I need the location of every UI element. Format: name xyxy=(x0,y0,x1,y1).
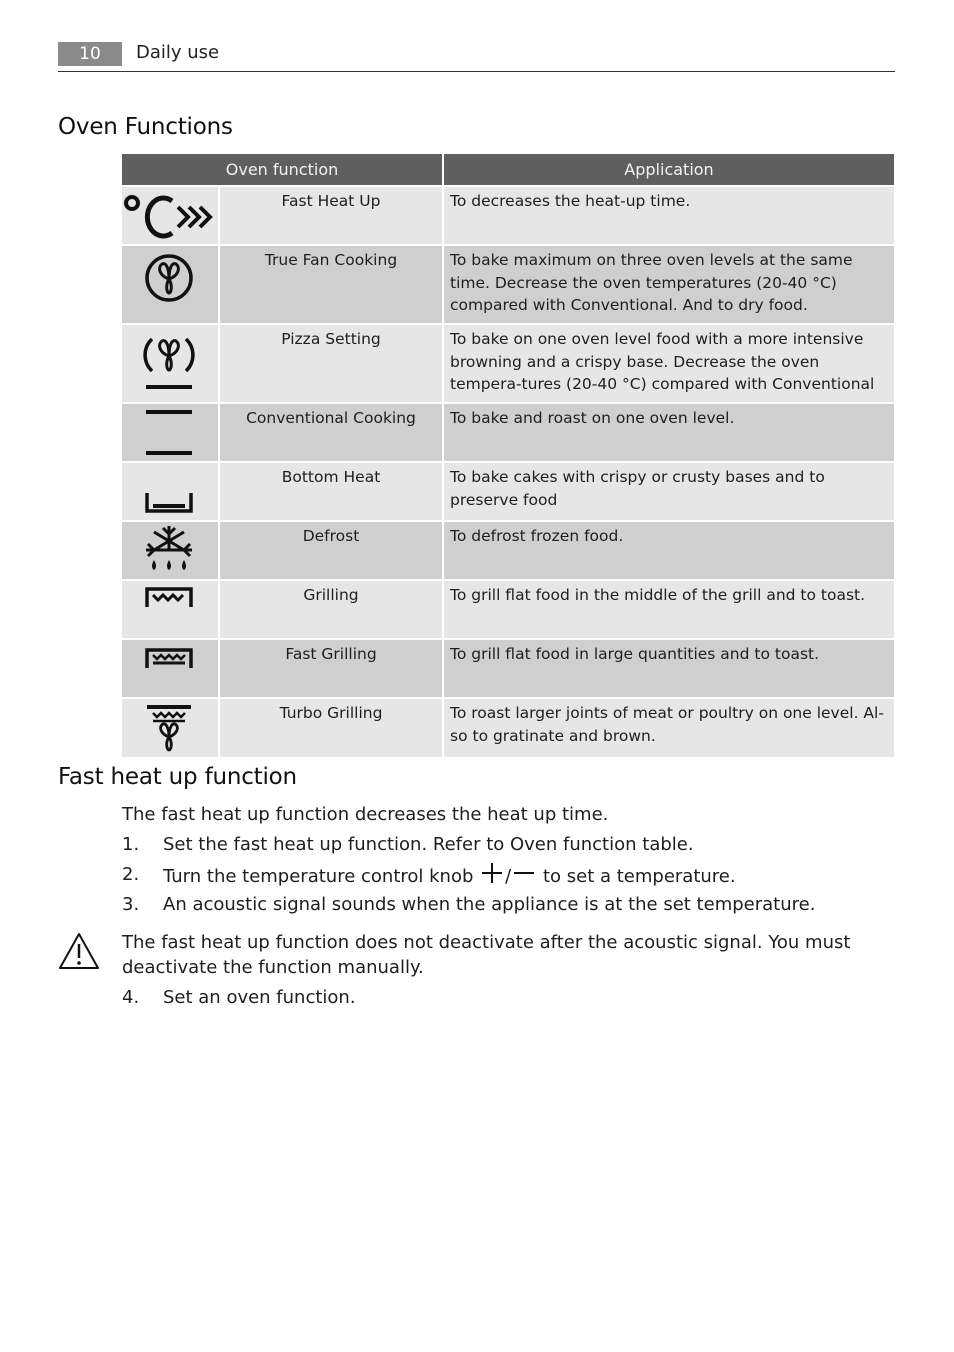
column-header-oven-function: Oven function xyxy=(122,154,444,185)
column-header-application: Application xyxy=(444,154,894,185)
step-text: An acoustic signal sounds when the appliance is at the set temperature. xyxy=(163,894,816,915)
step-number: 4. xyxy=(122,987,140,1008)
bottom-heat-icon xyxy=(122,461,220,520)
intro-text: The fast heat up function decreases the heat up time. xyxy=(122,804,609,825)
function-name: Pizza Setting xyxy=(220,323,444,402)
function-name: Turbo Grilling xyxy=(220,697,444,757)
turbo-grilling-icon xyxy=(122,697,220,757)
fast-grilling-icon xyxy=(122,638,220,697)
grilling-icon xyxy=(122,579,220,638)
table-row xyxy=(122,579,894,638)
warning-text: The fast heat up function does not deactivate after the acoustic signal. You must deactivate the function manually. xyxy=(122,932,851,978)
minus-icon xyxy=(513,862,535,892)
table-row xyxy=(122,402,894,461)
step-text: Set the fast heat up function. Refer to Oven function table. xyxy=(163,834,694,855)
step-separator: / xyxy=(505,866,512,887)
page-number: 10 xyxy=(58,42,122,66)
fast-heat-up-icon xyxy=(122,185,220,244)
function-name: True Fan Cooking xyxy=(220,244,444,323)
true-fan-cooking-icon xyxy=(122,244,220,323)
table-row xyxy=(122,520,894,579)
function-application: To roast larger joints of meat or poultry on one level. Al-so to gratinate and brown. xyxy=(444,697,894,757)
conventional-cooking-icon xyxy=(122,402,220,461)
step-number: 3. xyxy=(122,894,140,915)
oven-functions-heading: Oven Functions xyxy=(58,114,233,140)
step-number: 2. xyxy=(122,864,140,885)
table-row xyxy=(122,461,894,520)
section-label: Daily use xyxy=(136,42,220,63)
function-application: To bake cakes with crispy or crusty bases and to preserve food xyxy=(444,461,894,520)
step-text: Set an oven function. xyxy=(163,987,356,1008)
oven-functions-table xyxy=(122,154,894,757)
function-application: To grill flat food in large quantities and to toast. xyxy=(444,638,894,697)
function-name: Bottom Heat xyxy=(220,461,444,520)
page-header xyxy=(58,40,895,72)
step-text xyxy=(163,862,736,892)
defrost-icon xyxy=(122,520,220,579)
step-number: 1. xyxy=(122,834,140,855)
function-name: Conventional Cooking xyxy=(220,402,444,461)
table-row xyxy=(122,697,894,757)
step-text-before: Turn the temperature control knob xyxy=(163,866,474,887)
function-application: To bake and roast on one oven level. xyxy=(444,402,894,461)
plus-icon xyxy=(481,862,503,892)
fast-heat-up-heading: Fast heat up function xyxy=(58,764,297,790)
warning-icon xyxy=(58,932,100,974)
function-application: To bake on one oven level food with a more intensive browning and a crispy base. Decrease the oven tempera-tures (20-40 °C) compared with Conventional xyxy=(444,323,894,402)
function-name: Fast Heat Up xyxy=(220,185,444,244)
function-name: Grilling xyxy=(220,579,444,638)
function-name: Defrost xyxy=(220,520,444,579)
function-application: To bake maximum on three oven levels at the same time. Decrease the oven temperatures (20-40 °C) compared with Conventional. And to dry food. xyxy=(444,244,894,323)
function-name: Fast Grilling xyxy=(220,638,444,697)
table-row xyxy=(122,638,894,697)
table-row xyxy=(122,244,894,323)
function-application: To grill flat food in the middle of the grill and to toast. xyxy=(444,579,894,638)
function-application: To decreases the heat-up time. xyxy=(444,185,894,244)
step-text-after: to set a temperature. xyxy=(542,866,736,887)
table-row xyxy=(122,323,894,402)
table-row xyxy=(122,185,894,244)
function-application: To defrost frozen food. xyxy=(444,520,894,579)
pizza-setting-icon xyxy=(122,323,220,402)
